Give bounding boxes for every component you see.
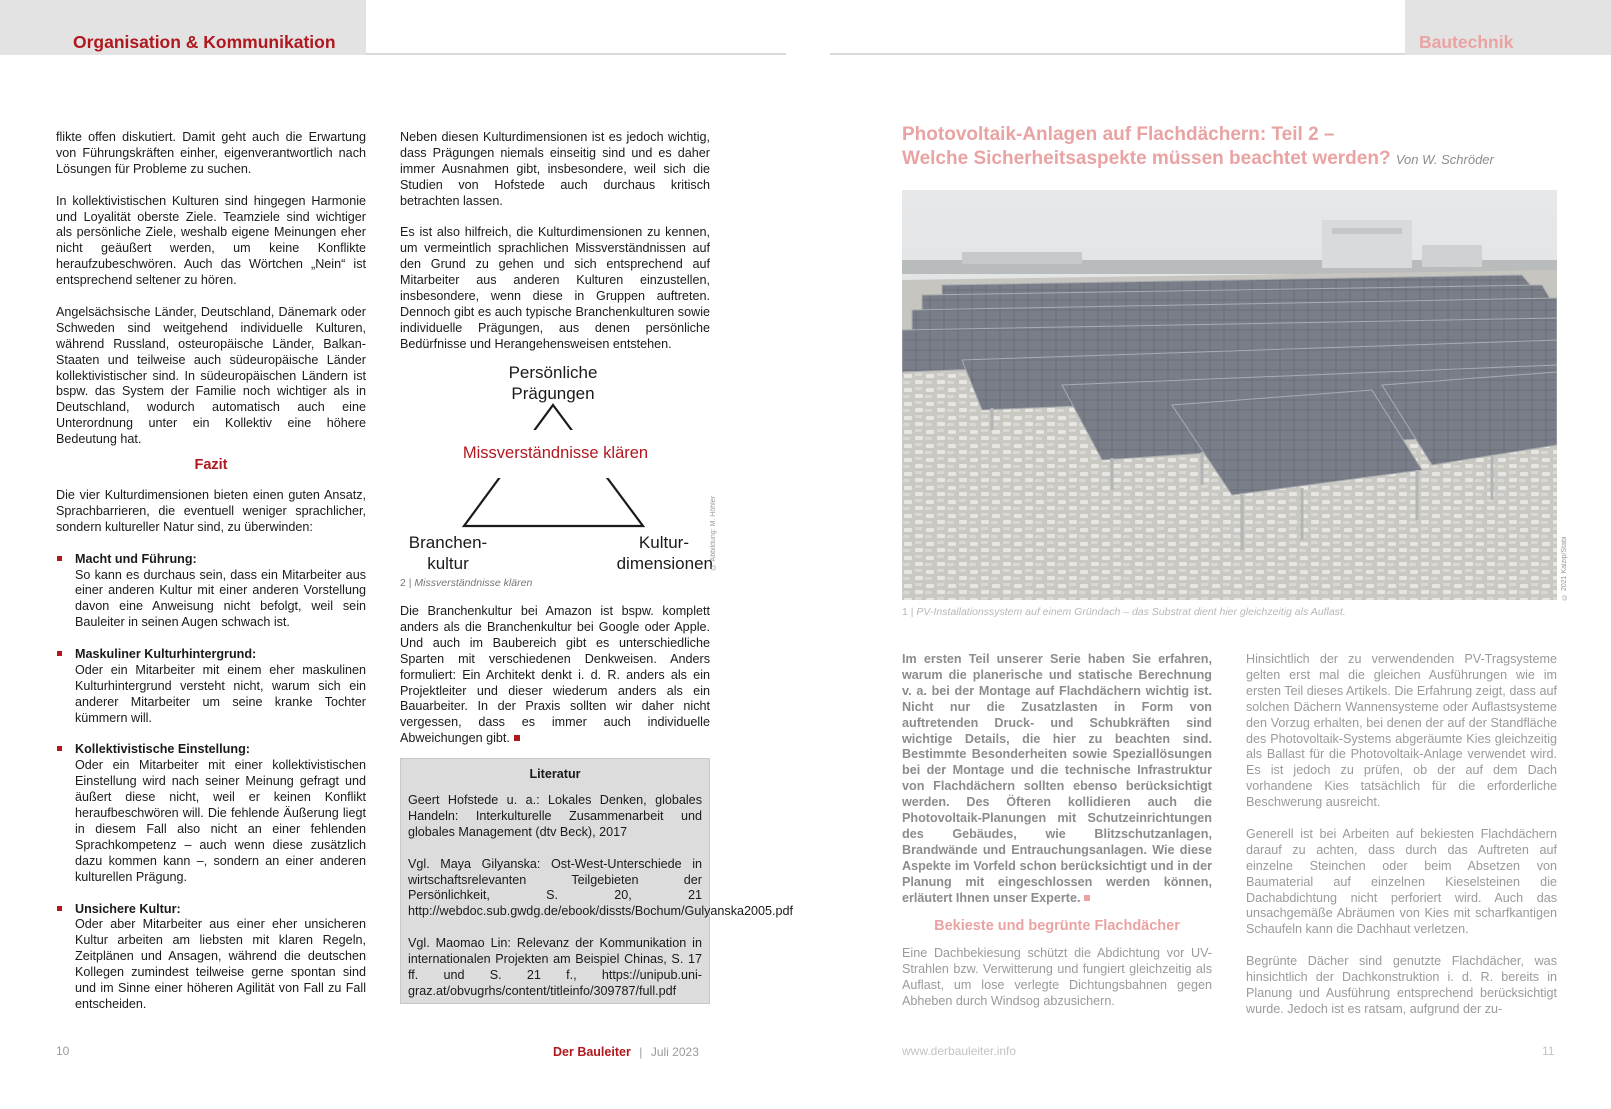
footer-separator: | <box>639 1045 643 1059</box>
website-url[interactable]: www.derbauleiter.info <box>902 1044 1017 1058</box>
diagram-top-label-line: Prägungen <box>511 384 595 403</box>
page-number-left: 10 <box>56 1044 70 1058</box>
bullet-title: Kollektivistische Einstellung: <box>75 742 250 757</box>
bullet-text: Oder ein Mitarbeiter mit einem eher maskulinen Kulturhintergrund versteht nicht, warum sich ein anderer Mitarbeiter um seine kranke Tochter kümmern will. <box>75 662 366 725</box>
paragraph: Neben diesen Kulturdimensionen ist es jedoch wichtig, dass Prägungen niemals einseitig sind und es daher immer Ausnahmen gibt, insbesondere, weil sich die Studien von Hofstede auch durchaus kritisch betrachten lassen. <box>400 130 710 208</box>
paragraph: Eine Dachbekiesung schützt die Abdichtung vor UV-Strahlen bzw. Verwitterung und fungiert gleichzeitig als Auflast, um lose verlegte Dichtungsbahnen gegen Abheben durch Windsog abzusichern. <box>902 946 1212 1009</box>
bullet-text: Oder ein Mitarbeiter mit einer kollektivistischen Einstellung wird nach seiner Meinung gefragt und äußert diese nicht, weil er keinen Konflikt heraufbeschwören will. Die fehlende Äußerung liegt in diesem Fall also nicht an einer fehlenden Sprachkompetenz – auch wenn diese zusätzlich dazu kommen kann –, sondern an einer anderen kulturellen Prägung. <box>75 758 366 884</box>
paragraph: Angelsächsische Länder, Deutschland, Dänemark oder Schweden sind weitgehend individuelle Kulturen, während Russland, osteuropäische Länder, Balkan-Staaten und teilweise auch südeuropäische Länder kollektivistischer sind. In südeuropäischen Ländern ist bspw. das System der Familie noch wichtiger als in Deutschland, wodurch automatisch auch eine Unterordnung unter ein Kollektiv eine höhere Bedeutung hat. <box>56 304 366 447</box>
diagram-left-label-line: Branchen- <box>408 533 488 552</box>
left-column-2-lower <box>400 604 710 763</box>
diagram-left-label-line: kultur <box>427 554 469 573</box>
end-mark-icon <box>514 735 520 741</box>
list-item <box>56 552 366 632</box>
left-header-rule <box>366 53 786 55</box>
right-column-2 <box>1246 652 1557 1034</box>
literature-item: Vgl. Maomao Lin: Relevanz der Kommunikation in internationalen Projekten am Beispiel Chinas, S. 17 ff. und S. 21 f., https://unipub.uni-graz.at/obvugrhs/content/titleinfo/309787/full.pdf <box>408 936 702 998</box>
bullet-square-icon <box>57 906 62 911</box>
article-title-line <box>902 147 1542 172</box>
literature-item: Vgl. Maya Gilyanska: Ost-West-Unterschiede in wirtschaftsrelevanten Teilgebieten der Persönlichkeit, S. 20, 21 http://webdoc.sub.gwdg.de/ebook/dissts/Bochum/Gulyanska2005.pdf <box>408 856 794 919</box>
right-column-1 <box>902 652 1212 1026</box>
end-mark-icon <box>1084 895 1090 901</box>
caption-number: 2 | <box>400 577 412 589</box>
diagram-top-label <box>453 362 653 404</box>
literature-item: Geert Hofstede u. a.: Lokales Denken, globales Handeln: Interkulturelle Zusammenarbeit und globales Management (dtv Beck), 2017 <box>408 793 702 839</box>
left-footer-issue <box>553 1043 699 1061</box>
bullet-title: Maskuliner Kulturhintergrund: <box>75 647 257 662</box>
section-title-right: Bautechnik <box>1419 32 1514 52</box>
paragraph: In kollektivistischen Kulturen sind hingegen Harmonie und Loyalität oberste Ziele. Teamziele sind wichtiger als persönliche Ziele, weshalb eigene Meinungen eher nicht geäußert werden, um keine Konflikte heraufzubeschwören. Auch das Wörtchen „Nein“ ist entsprechend seltener zu hören. <box>56 193 366 288</box>
bullet-square-icon <box>57 746 62 751</box>
right-header-rule <box>830 53 1405 55</box>
issue-date: Juli 2023 <box>650 1045 699 1059</box>
list-item <box>56 902 366 1013</box>
diagram-right-label-line: dimensionen <box>616 554 713 573</box>
diagram-right-label <box>598 532 713 574</box>
caption-text: PV-Installationssystem auf einem Gründach – das Substrat dient hier gleichzeitig als Auflast. <box>916 606 1346 618</box>
diagram-left-label <box>398 532 498 574</box>
left-column-2 <box>400 130 710 369</box>
solar-roof-photo <box>902 190 1557 600</box>
literature-box <box>400 758 794 1004</box>
diagram-right-label-line: Kultur- <box>638 533 689 552</box>
photo-caption <box>902 606 1346 618</box>
bullet-text: Oder aber Mitarbeiter aus einer eher unsicheren Kultur arbeiten am liebsten mit klaren Regeln, Zeitplänen und Ansagen, während die deutschen Kollegen zumindest teilweise gerne spontan sind und im Sinne einer höheren Agilität von Fall zu Fall entscheiden. <box>75 917 366 1011</box>
article-intro-text: Im ersten Teil unserer Serie haben Sie erfahren, warum die planerische und statische Berechnung v. a. bei der Montage auf Flachdächern wichtig ist. Nicht nur die Zusatzlasten in Form von auftretenden Druck- und Schubkräften sind wichtige Details, die hier zu beachten sind. Bestimmte Besonderheiten sowie Speziallösungen bei der Montage und die technische Infrastruktur von Flachdächern sollten ebenso berücksichtigt werden. Des Öfteren kollidieren auch die Photovoltaik-Planungen mit Schutzeinrichtungen des Gebäudes, wie Blitzschutzanlagen, Brandwände und Entrauchungsanlagen. Wie diese Aspekte im Vorfeld schon berücksichtigt und in der Planung mit eingeschlossen werden können, erläutert Ihnen unser Experte. <box>902 652 1212 905</box>
paragraph: Hinsichtlich der zu verwendenden PV-Tragsysteme gelten erst mal die gleichen Ausführungen wie im ersten Teil dieses Artikels. Die Erfahrung zeigt, dass auf solchen Dächern Wannensysteme oder Auflastsysteme den Vorzug erhalten, bei denen der auf der Standfläche des Photovoltaik-Systems abgeräumte Kies gleichzeitig als Ballast für die Photovoltaik-Anlage verwendet wird. Es ist jedoch zu prüfen, ob der auf dem Dach vorhandene Kies tatsächlich für die erforderliche Beschwerung ausreicht. <box>1246 652 1557 810</box>
fazit-bullet-list <box>56 552 366 1013</box>
article-byline: Von W. Schröder <box>1395 152 1494 167</box>
fazit-heading: Fazit <box>194 457 228 474</box>
article-title-line: Photovoltaik-Anlagen auf Flachdächern: Teil 2 – <box>902 124 1335 145</box>
article-title-text: Welche Sicherheitsaspekte müssen beachtet werden? <box>902 148 1391 169</box>
diagram-center-label: Missverständnisse klären <box>462 444 649 462</box>
bullet-title: Unsichere Kultur: <box>75 901 181 916</box>
diagram-caption <box>400 577 532 589</box>
magazine-brand: Der Bauleiter <box>553 1045 631 1059</box>
paragraph: Generell ist bei Arbeiten auf bekiesten Flachdächern darauf zu achten, dass durch das Auftreten auf einzelne Steinchen oder beim Absetzen von Baumaterial auf einzelnen Kieselsteinen die Dachabdichtung nicht perforiert wird. Auch das unsachgemäße Abräumen von Kies mit scharfkantigen Schaufeln kann die Dachhaut verletzen. <box>1246 826 1557 937</box>
paragraph: Es ist also hilfreich, die Kulturdimensionen zu kennen, um vermeintlich sprachlichen Missverständnissen auf den Grund zu gehen und sich entsprechend auf Mitarbeiter aus anderen Kulturen einzustellen, insbesondere, wenn diese in Gruppen auftreten. Dennoch gibt es auch typische Branchenkulturen sowie individuelle Prägungen, aus denen persönliche Bedürfnisse und Herangehensweisen entstehen. <box>400 225 710 351</box>
misunderstanding-diagram <box>398 360 713 573</box>
photo-credit: © 2021 Kalzip/Stabi <box>1561 536 1568 600</box>
fazit-intro: Die vier Kulturdimensionen bieten einen guten Ansatz, Sprachbarrieren, die eventuell weniger sprachlicher, sondern kultureller Natur sind, zu überwinden: <box>56 488 366 534</box>
bullet-square-icon <box>57 556 62 561</box>
paragraph <box>400 604 710 747</box>
paragraph: Begrünte Dächer sind genutzte Flachdächer, was hinsichtlich der Dachkonstruktion i. d. R. bereits in Planung und Ausführung entsprechend berücksichtigt wurde. Jedoch ist es ratsam, aufgrund der zu- <box>1246 954 1557 1016</box>
bullet-square-icon <box>57 651 62 656</box>
section-title-left: Organisation & Kommunikation <box>73 32 336 52</box>
article-title <box>902 123 1542 172</box>
caption-number: 1 | <box>902 606 914 618</box>
left-column-1 <box>56 130 366 1029</box>
paragraph: flikte offen diskutiert. Damit geht auch die Erwartung von Führungskräften einher, eigenverantwortlich nach Lösungen für Probleme zu suchen. <box>56 130 366 176</box>
paragraph-text: Die Branchenkultur bei Amazon ist bspw. komplett anders als die Branchenkultur bei Google oder Apple. Und auch im Baubereich gibt es unterschiedliche Sparten mit verschiedenen Denkweisen. Anders formuliert: Ein Architekt denkt i. d. R. anders als ein Projektleiter und dieser wiederum anders als ein Bauarbeiter. In der Praxis sollten wir daher nicht vergessen, dass es immer auch individuelle Abweichungen gibt. <box>400 604 710 746</box>
article-intro <box>902 652 1212 907</box>
caption-text: Missverständnisse klären <box>414 577 533 589</box>
page-number-right: 11 <box>1542 1044 1555 1058</box>
photo-illustration <box>902 190 1557 600</box>
list-item <box>56 647 366 727</box>
subheading-gravel-roofs: Bekieste und begrünte Flachdächer <box>934 917 1180 934</box>
bullet-text: So kann es durchaus sein, dass ein Mitarbeiter aus einer anderen Kultur mit einer anderen Vorstellung davon eine Anweisung nicht befolgt, weil sein Bauleiter in seinen Augen schwach ist. <box>75 567 366 630</box>
list-item <box>56 742 366 885</box>
literature-title: Literatur <box>529 767 581 781</box>
diagram-top-label-line: Persönliche <box>508 363 598 382</box>
diagram-credit: © Abbildung: M. Höhler <box>710 496 717 570</box>
bullet-title: Macht und Führung: <box>75 551 197 566</box>
